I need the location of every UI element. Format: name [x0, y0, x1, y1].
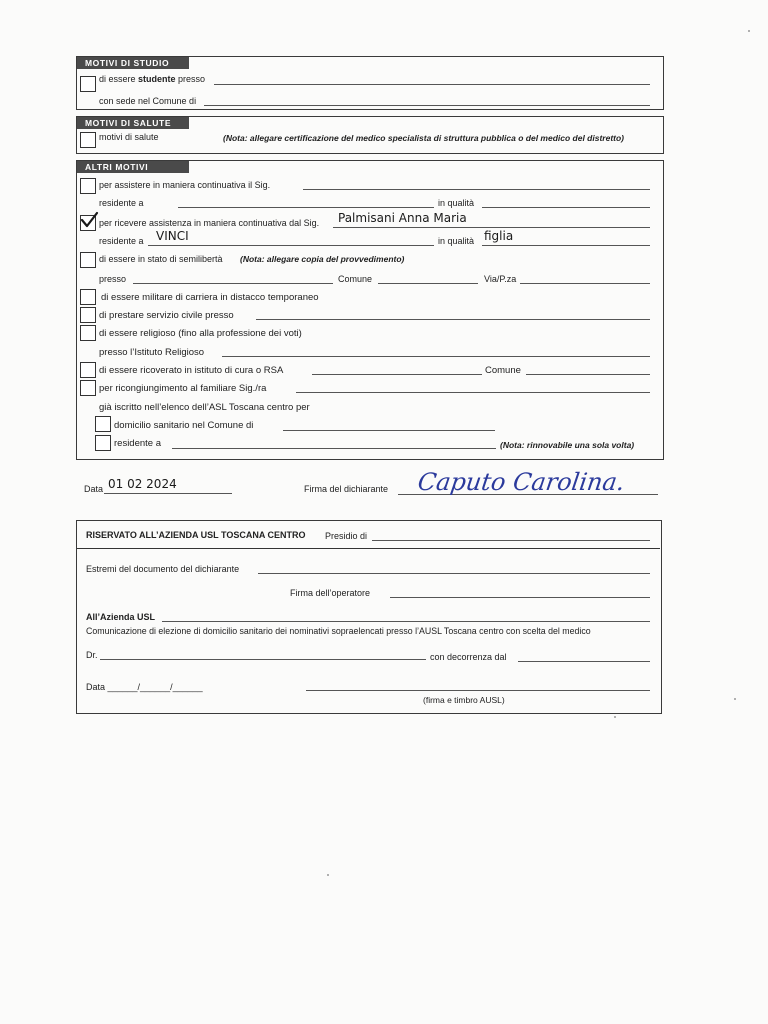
comune-2-label: Comune — [485, 365, 521, 376]
signature-text[interactable]: Caputo Carolina. — [416, 468, 627, 496]
ricevere-line[interactable] — [333, 227, 650, 228]
presidio-line[interactable] — [372, 540, 650, 541]
data-value[interactable]: 01 02 2024 — [108, 477, 177, 491]
data-label: Data — [84, 484, 104, 494]
scan-speck — [748, 30, 750, 32]
qualita-value[interactable]: figlia — [484, 229, 514, 243]
data-ausl-label: Data ______/______/______ — [86, 682, 203, 692]
dr-line[interactable] — [100, 659, 426, 660]
residente-final-label: residente a — [114, 438, 162, 449]
data-line[interactable] — [104, 493, 232, 494]
ricoverato-line[interactable] — [312, 374, 482, 375]
assistere-line[interactable] — [303, 189, 650, 190]
residente-a-2-label: residente a — [99, 236, 144, 246]
iscritto-label: già iscritto nell’elenco dell’ASL Toscana centro per — [99, 402, 310, 413]
scan-speck — [614, 716, 616, 718]
in-qualita-1-line[interactable] — [482, 207, 650, 208]
ricoverato-label: di essere ricoverato in istituto di cura o RSA — [99, 365, 284, 376]
semiliberta-label: di essere in stato di semilibertà — [99, 254, 223, 264]
studio-line1-suffix: presso — [175, 74, 206, 84]
azienda-line[interactable] — [162, 621, 650, 622]
timbro-label: (firma e timbro AUSL) — [423, 695, 505, 705]
studio-line1 — [99, 74, 205, 85]
section-studio-header: MOTIVI DI STUDIO — [77, 57, 189, 69]
ricoverato-checkbox[interactable] — [80, 362, 96, 378]
dr-label: Dr. — [86, 650, 98, 660]
religioso-label: di essere religioso (fino alla professione dei voti) — [99, 328, 302, 339]
ricongiungimento-checkbox[interactable] — [80, 380, 96, 396]
decorrenza-line[interactable] — [518, 661, 650, 662]
militare-checkbox[interactable] — [80, 289, 96, 305]
scan-speck — [734, 698, 736, 700]
istituto-label: presso l’Istituto Religioso — [99, 347, 205, 358]
estremi-line[interactable] — [258, 573, 650, 574]
ricevere-label: per ricevere assistenza in maniera continuativa dal Sig. — [99, 218, 320, 228]
ricongiungimento-line[interactable] — [296, 392, 650, 393]
comune-label: Comune — [338, 274, 373, 284]
studio-comune-label: con sede nel Comune di — [99, 96, 197, 106]
via-line[interactable] — [520, 283, 650, 284]
in-qualita-1-label: in qualità — [438, 198, 475, 208]
assistere-checkbox[interactable] — [80, 178, 96, 194]
semiliberta-note: (Nota: allegare copia del provvedimento) — [240, 254, 405, 264]
comune-2-line[interactable] — [526, 374, 650, 375]
residente-a-2-line[interactable] — [148, 245, 434, 246]
presso-label: presso — [99, 274, 127, 284]
note-final: (Nota: rinnovabile una sola volta) — [500, 440, 635, 450]
riservato-title: RISERVATO ALL’AZIENDA USL TOSCANA CENTRO — [86, 530, 306, 540]
in-qualita-2-label: in qualità — [438, 236, 475, 246]
riservato-divider — [77, 548, 660, 549]
domicilio-line[interactable] — [283, 430, 495, 431]
residente-final-line[interactable] — [172, 448, 496, 449]
section-salute-header: MOTIVI DI SALUTE — [77, 117, 189, 129]
assistere-label: per assistere in maniera continuativa il Sig. — [99, 180, 271, 190]
salute-checkbox[interactable] — [80, 132, 96, 148]
ricongiungimento-label: per ricongiungimento al familiare Sig./ra — [99, 383, 267, 394]
azienda-label: All’Azienda USL — [86, 612, 156, 622]
presso-line[interactable] — [133, 283, 333, 284]
timbro-line[interactable] — [306, 690, 650, 691]
salute-label: motivi di salute — [99, 132, 159, 142]
via-label: Via/P.za — [484, 274, 517, 284]
check-mark-icon — [79, 210, 99, 232]
section-altri-header: ALTRI MOTIVI — [77, 161, 189, 173]
domicilio-label: domicilio sanitario nel Comune di — [114, 420, 254, 431]
firma-label: Firma del dichiarante — [304, 484, 389, 494]
residente-a-1-line[interactable] — [178, 207, 434, 208]
comunicazione-text: Comunicazione di elezione di domicilio sanitario dei nominativi sopraelencati presso l’AUSL Toscana centro con scelta del medico — [86, 626, 591, 636]
decorrenza-label: con decorrenza dal — [430, 652, 507, 662]
residente-final-checkbox[interactable] — [95, 435, 111, 451]
studio-line1-prefix: di essere — [99, 74, 139, 84]
militare-label: di essere militare di carriera in distacco temporaneo — [101, 292, 319, 303]
residente-value[interactable]: VINCI — [156, 229, 189, 243]
scan-speck — [327, 874, 329, 876]
firma-operatore-line[interactable] — [390, 597, 650, 598]
domicilio-checkbox[interactable] — [95, 416, 111, 432]
in-qualita-2-line[interactable] — [482, 245, 650, 246]
istituto-line[interactable] — [222, 356, 650, 357]
studio-presso-line[interactable] — [214, 84, 650, 85]
presidio-label: Presidio di — [325, 531, 368, 541]
comune-line[interactable] — [378, 283, 478, 284]
firma-operatore-label: Firma dell’operatore — [290, 588, 371, 598]
estremi-label: Estremi del documento del dichiarante — [86, 564, 240, 574]
studio-checkbox[interactable] — [80, 76, 96, 92]
residente-a-1-label: residente a — [99, 198, 144, 208]
civile-line[interactable] — [256, 319, 650, 320]
civile-checkbox[interactable] — [80, 307, 96, 323]
religioso-checkbox[interactable] — [80, 325, 96, 341]
semiliberta-checkbox[interactable] — [80, 252, 96, 268]
civile-label: di prestare servizio civile presso — [99, 310, 234, 321]
ricevere-value[interactable]: Palmisani Anna Maria — [338, 211, 467, 225]
studio-comune-line[interactable] — [204, 105, 650, 106]
salute-note: (Nota: allegare certificazione del medico specialista di struttura pubblica o del medico del distretto) — [223, 133, 625, 143]
studio-line1-bold: studente — [138, 74, 176, 84]
